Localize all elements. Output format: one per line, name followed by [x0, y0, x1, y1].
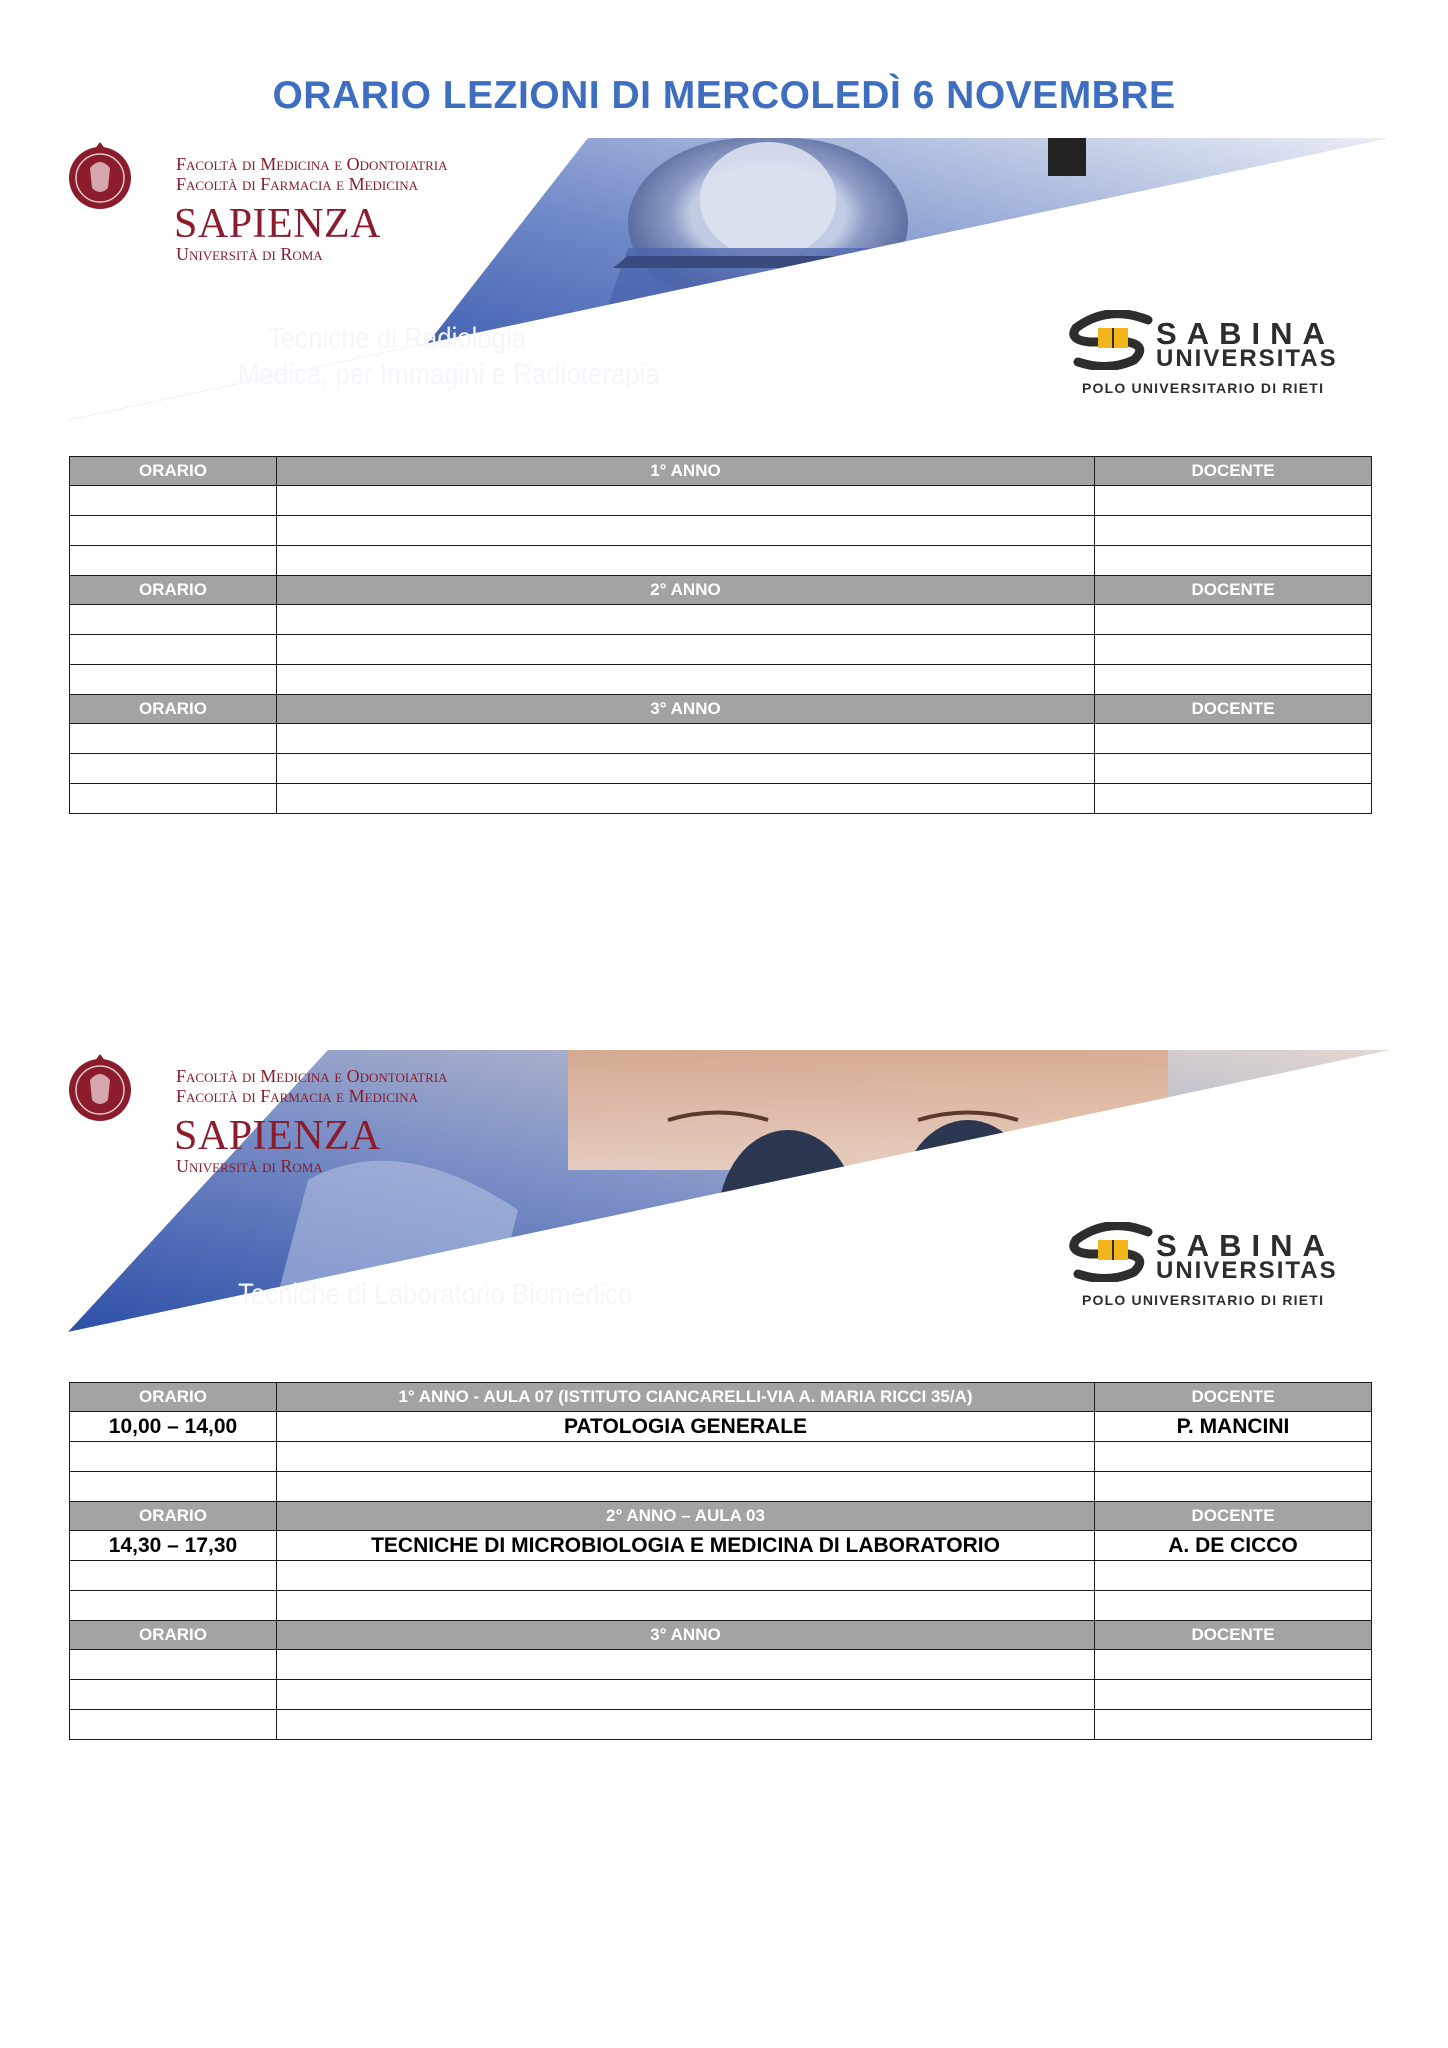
- page-title: ORARIO LEZIONI DI MERCOLEDÌ 6 NOVEMBRE: [272, 74, 1176, 117]
- teacher-cell: P. MANCINI: [1095, 1412, 1372, 1442]
- subject-cell: [277, 635, 1095, 665]
- course-name-line-1: Tecniche di Radiologia: [268, 322, 527, 355]
- faculty-line: Facoltà di Farmacia e Medicina: [176, 174, 419, 194]
- sapienza-seal-icon: [68, 1050, 132, 1126]
- header-orario: ORARIO: [70, 1383, 277, 1412]
- header-year: 1° ANNO - AULA 07 (ISTITUTO CIANCARELLI-VIA A. MARIA RICCI 35/A): [277, 1383, 1095, 1412]
- teacher-cell: [1095, 1561, 1372, 1591]
- subject-cell: [277, 1561, 1095, 1591]
- table-row: [70, 1472, 1372, 1502]
- header-orario: ORARIO: [70, 457, 277, 486]
- teacher-cell: [1095, 546, 1372, 576]
- table-row: [70, 486, 1372, 516]
- header-docente: DOCENTE: [1095, 695, 1372, 724]
- sabina-universitas-logo-icon: [1068, 310, 1158, 370]
- header-docente: DOCENTE: [1095, 1502, 1372, 1531]
- time-cell: [70, 665, 277, 695]
- course-banner-laboratorio: [68, 1050, 1390, 1332]
- teacher-cell: [1095, 1650, 1372, 1680]
- teacher-cell: [1095, 1680, 1372, 1710]
- table-row: [70, 1591, 1372, 1621]
- header-year: 2° ANNO – AULA 03: [277, 1502, 1095, 1531]
- course-banner-radiologia: [68, 138, 1390, 420]
- subject-cell: [277, 605, 1095, 635]
- teacher-cell: [1095, 635, 1372, 665]
- section-header-row: [70, 457, 1372, 486]
- sabina-universitas-logo: [1068, 310, 1368, 396]
- subject-cell: TECNICHE DI MICROBIOLOGIA E MEDICINA DI LABORATORIO: [277, 1531, 1095, 1561]
- university-name: SAPIENZA: [174, 1113, 382, 1159]
- section-header-row: [70, 1383, 1372, 1412]
- subject-cell: [277, 1591, 1095, 1621]
- faculty-names: [176, 1066, 448, 1106]
- partner-tagline: POLO UNIVERSITARIO DI RIETI: [1082, 1292, 1325, 1308]
- table-row: [70, 1531, 1372, 1561]
- teacher-cell: [1095, 724, 1372, 754]
- header-orario: ORARIO: [70, 1621, 277, 1650]
- subject-cell: [277, 754, 1095, 784]
- teacher-cell: [1095, 605, 1372, 635]
- teacher-cell: [1095, 1591, 1372, 1621]
- table-row: [70, 605, 1372, 635]
- sapienza-seal-icon: [68, 138, 132, 214]
- time-cell: [70, 1561, 277, 1591]
- section-header-row: [70, 695, 1372, 724]
- subject-cell: [277, 1680, 1095, 1710]
- table-row: [70, 1442, 1372, 1472]
- header-year: 2° ANNO: [277, 576, 1095, 605]
- table-row: [70, 635, 1372, 665]
- section-header-row: [70, 576, 1372, 605]
- university-subtitle: Università di Roma: [176, 244, 323, 264]
- header-orario: ORARIO: [70, 1502, 277, 1531]
- subject-cell: [277, 724, 1095, 754]
- time-cell: [70, 1710, 277, 1740]
- faculty-line: Facoltà di Medicina e Odontoiatria: [176, 154, 448, 174]
- table-row: [70, 1412, 1372, 1442]
- subject-cell: [277, 1650, 1095, 1680]
- sabina-universitas-logo: [1068, 1222, 1368, 1308]
- teacher-cell: A. DE CICCO: [1095, 1531, 1372, 1561]
- table-row: [70, 1680, 1372, 1710]
- header-year: 3° ANNO: [277, 1621, 1095, 1650]
- table-row: [70, 784, 1372, 814]
- schedule-table-radiologia: [69, 456, 1372, 814]
- header-docente: DOCENTE: [1095, 1383, 1372, 1412]
- teacher-cell: [1095, 1442, 1372, 1472]
- teacher-cell: [1095, 1472, 1372, 1502]
- subject-cell: [277, 486, 1095, 516]
- header-year: 1° ANNO: [277, 457, 1095, 486]
- time-cell: [70, 1472, 277, 1502]
- teacher-cell: [1095, 784, 1372, 814]
- time-cell: [70, 635, 277, 665]
- teacher-cell: [1095, 665, 1372, 695]
- time-cell: [70, 486, 277, 516]
- table-row: [70, 754, 1372, 784]
- partner-subtitle: UNIVERSITAS: [1156, 1257, 1338, 1284]
- table-row: [70, 1561, 1372, 1591]
- university-name: SAPIENZA: [174, 201, 382, 247]
- schedule-table-laboratorio: [69, 1382, 1372, 1740]
- subject-cell: [277, 1710, 1095, 1740]
- faculty-line: Facoltà di Farmacia e Medicina: [176, 1086, 419, 1106]
- partner-name: SABINA: [1156, 1228, 1335, 1263]
- time-cell: [70, 1591, 277, 1621]
- time-cell: [70, 546, 277, 576]
- header-year: 3° ANNO: [277, 695, 1095, 724]
- time-cell: 14,30 – 17,30: [70, 1531, 277, 1561]
- header-docente: DOCENTE: [1095, 576, 1372, 605]
- header-docente: DOCENTE: [1095, 457, 1372, 486]
- teacher-cell: [1095, 516, 1372, 546]
- subject-cell: [277, 1472, 1095, 1502]
- header-orario: ORARIO: [70, 695, 277, 724]
- time-cell: 10,00 – 14,00: [70, 1412, 277, 1442]
- partner-subtitle: UNIVERSITAS: [1156, 345, 1338, 372]
- teacher-cell: [1095, 1710, 1372, 1740]
- table-row: [70, 516, 1372, 546]
- time-cell: [70, 724, 277, 754]
- partner-tagline: POLO UNIVERSITARIO DI RIETI: [1082, 380, 1325, 396]
- section-header-row: [70, 1502, 1372, 1531]
- time-cell: [70, 1650, 277, 1680]
- subject-cell: [277, 516, 1095, 546]
- subject-cell: [277, 546, 1095, 576]
- subject-cell: PATOLOGIA GENERALE: [277, 1412, 1095, 1442]
- time-cell: [70, 516, 277, 546]
- course-name-line-1: Tecniche di Laboratorio Biomedico: [238, 1278, 633, 1311]
- subject-cell: [277, 665, 1095, 695]
- table-row: [70, 1710, 1372, 1740]
- faculty-line: Facoltà di Medicina e Odontoiatria: [176, 1066, 448, 1086]
- sabina-universitas-logo-icon: [1068, 1222, 1158, 1282]
- time-cell: [70, 1442, 277, 1472]
- faculty-names: [176, 154, 448, 194]
- subject-cell: [277, 784, 1095, 814]
- subject-cell: [277, 1442, 1095, 1472]
- time-cell: [70, 754, 277, 784]
- time-cell: [70, 784, 277, 814]
- table-row: [70, 724, 1372, 754]
- teacher-cell: [1095, 754, 1372, 784]
- header-docente: DOCENTE: [1095, 1621, 1372, 1650]
- time-cell: [70, 605, 277, 635]
- table-row: [70, 665, 1372, 695]
- teacher-cell: [1095, 486, 1372, 516]
- partner-name: SABINA: [1156, 316, 1335, 351]
- table-row: [70, 546, 1372, 576]
- time-cell: [70, 1680, 277, 1710]
- university-subtitle: Università di Roma: [176, 1156, 323, 1176]
- header-orario: ORARIO: [70, 576, 277, 605]
- course-name-line-2: Medica, per Immagini e Radioterapia: [238, 358, 660, 391]
- table-row: [70, 1650, 1372, 1680]
- section-header-row: [70, 1621, 1372, 1650]
